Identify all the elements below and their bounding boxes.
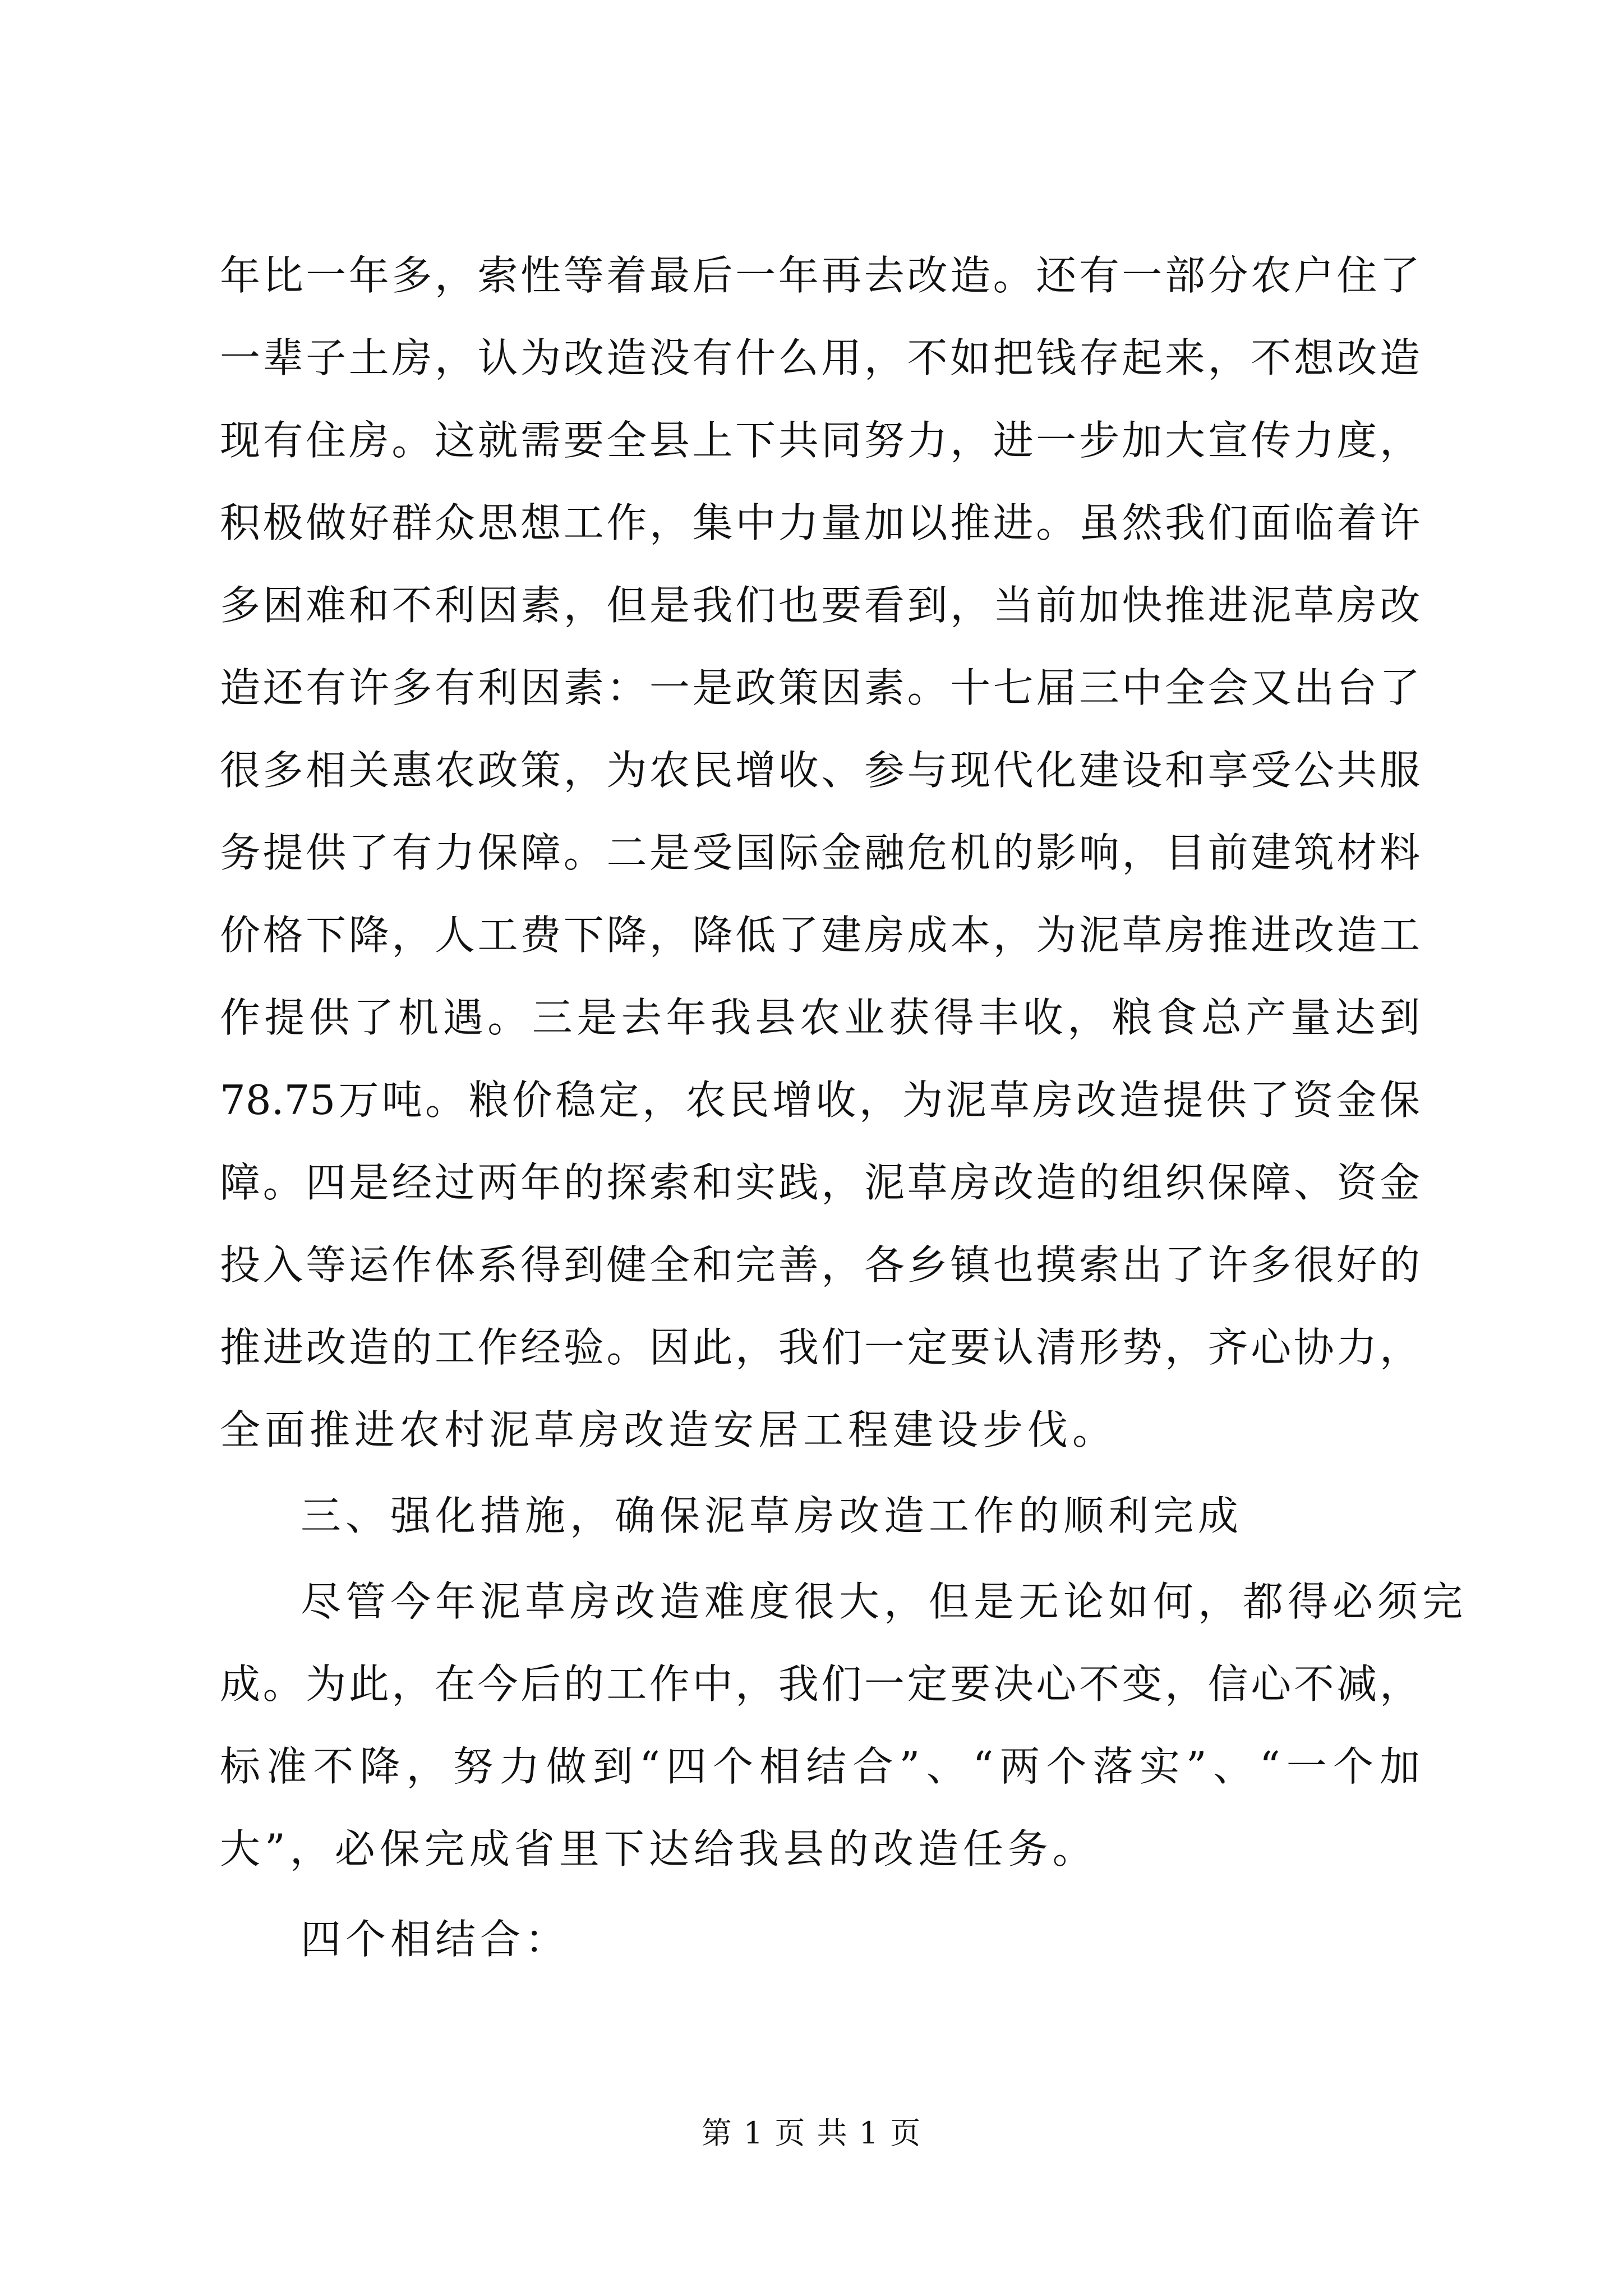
body-line: 大”，必保完成省里下达给我县的改造任务。	[220, 1825, 1098, 1872]
body-line: 推进改造的工作经验。因此，我们一定要认清形势，齐心协力，	[220, 1324, 1420, 1371]
body-line: 作提供了机遇。三是去年我县农业获得丰收，粮食总产量达到	[220, 994, 1420, 1041]
body-line: 很多相关惠农政策，为农民增收、参与现代化建设和享受公共服	[220, 747, 1420, 794]
body-line: 投入等运作体系得到健全和完善，各乡镇也摸索出了许多很好的	[220, 1241, 1420, 1289]
body-line: 一辈子土房，认为改造没有什么用，不如把钱存起来，不想改造	[220, 334, 1420, 381]
body-line: 尽管今年泥草房改造难度很大，但是无论如何，都得必须完	[301, 1578, 1468, 1625]
body-line: 成。为此，在今后的工作中，我们一定要决心不变，信心不减，	[220, 1660, 1420, 1708]
subheading: 四个相结合：	[301, 1916, 570, 1963]
body-line: 标准不降，努力做到“四个相结合”、“两个落实”、“一个加	[220, 1743, 1420, 1790]
body-line: 全面推进农村泥草房改造安居工程建设步伐。	[220, 1406, 1118, 1453]
body-line: 多困难和不利因素，但是我们也要看到，当前加快推进泥草房改	[220, 582, 1420, 629]
body-line: 障。四是经过两年的探索和实践，泥草房改造的组织保障、资金	[220, 1159, 1420, 1206]
body-line: 造还有许多有利因素：一是政策因素。十七届三中全会又出台了	[220, 664, 1420, 711]
body-line: 年比一年多，索性等着最后一年再去改造。还有一部分农户住了	[220, 252, 1420, 299]
body-line: 78.75万吨。粮价稳定，农民增收，为泥草房改造提供了资金保	[220, 1076, 1420, 1124]
document-body	[220, 234, 1468, 1981]
body-line: 价格下降，人工费下降，降低了建房成本，为泥草房推进改造工	[220, 912, 1420, 959]
body-line: 现有住房。这就需要全县上下共同努力，进一步加大宣传力度，	[220, 417, 1420, 464]
body-line: 积极做好群众思想工作，集中力量加以推进。虽然我们面临着许	[220, 499, 1420, 546]
body-line: 务提供了有力保障。二是受国际金融危机的影响，目前建筑材料	[220, 829, 1420, 876]
section-heading: 三、强化措施，确保泥草房改造工作的顺利完成	[301, 1492, 1243, 1539]
page-number-footer: 第 1 页 共 1 页	[701, 2115, 922, 2151]
